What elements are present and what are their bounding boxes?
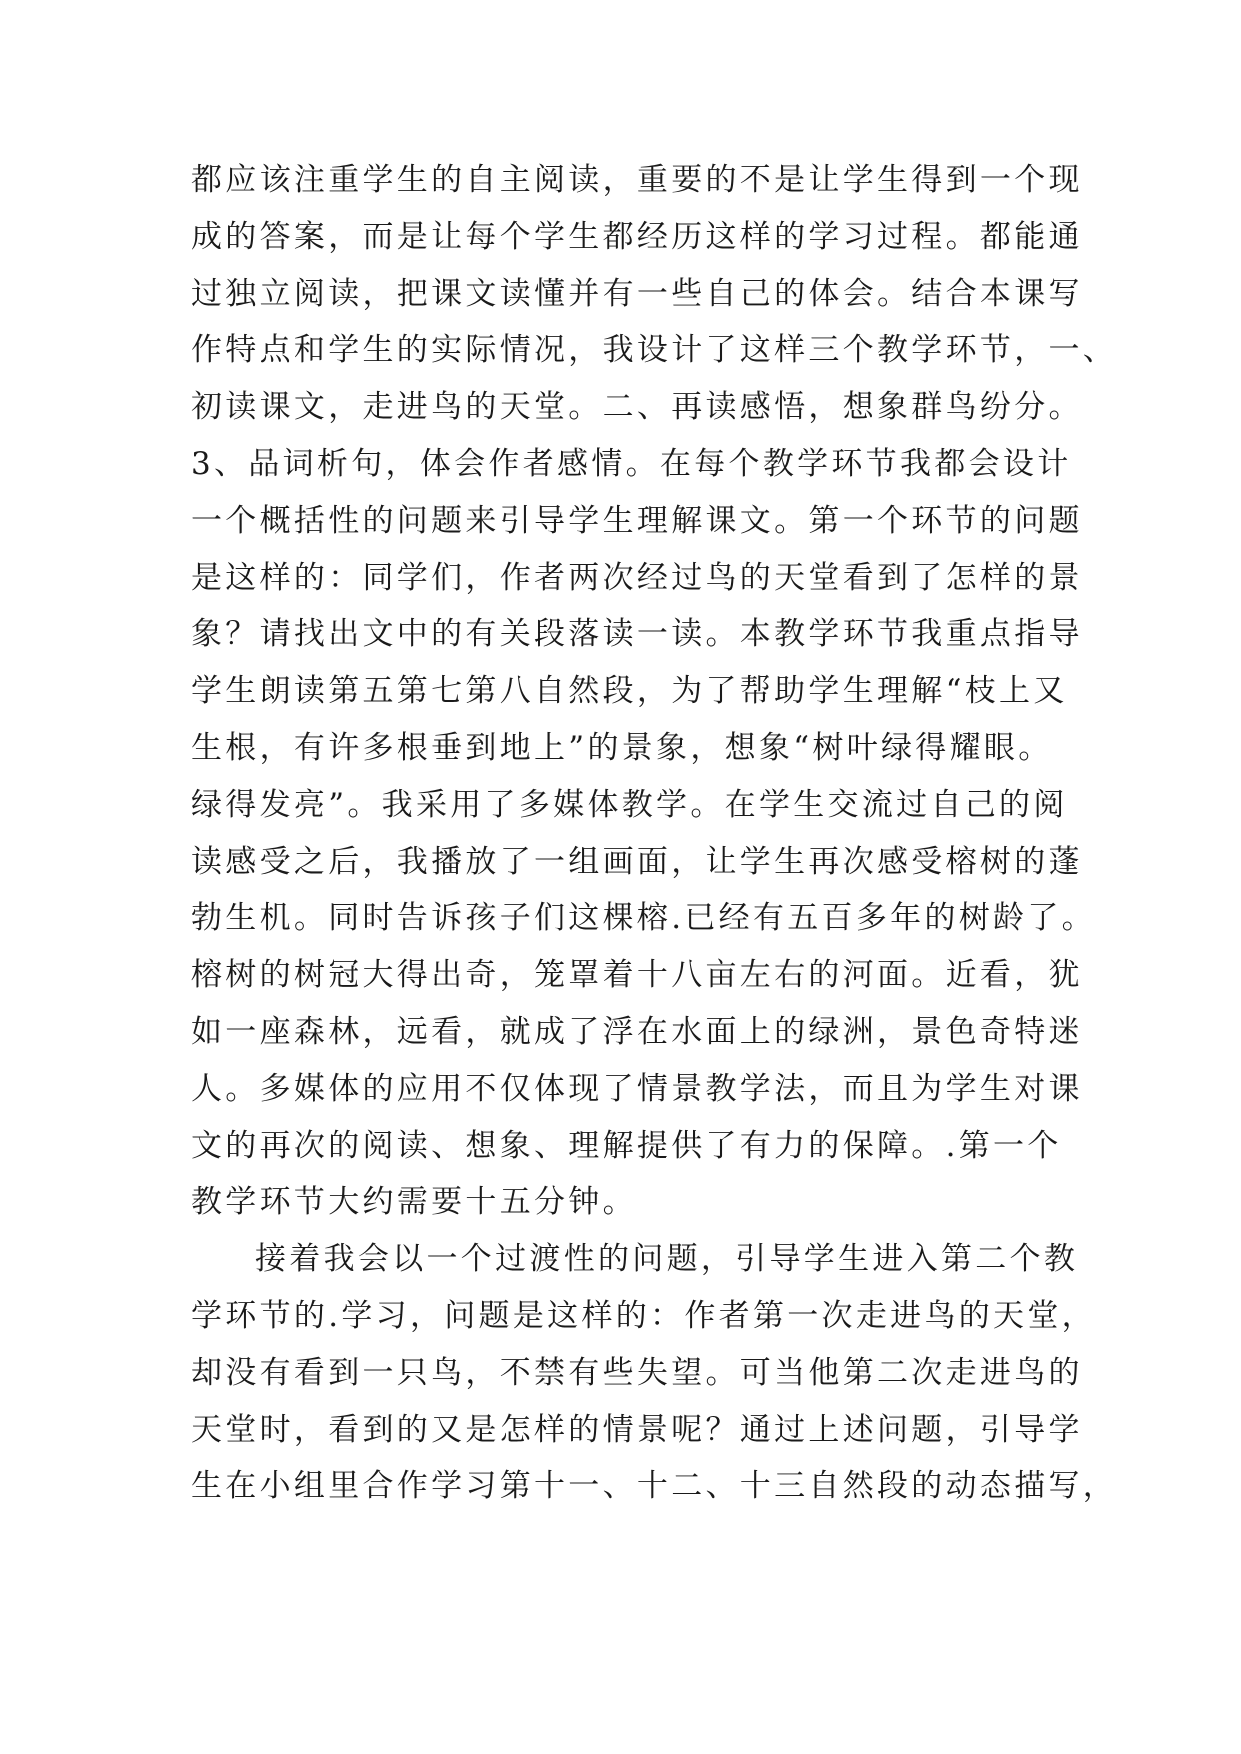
text-line: 学生朗读第五第七第八自然段，为了帮助学生理解“枝上又 [191, 673, 1068, 710]
text-line: 一个概括性的问题来引导学生理解课文。第一个环节的问题 [191, 502, 1083, 539]
paragraph-2 [191, 1231, 1118, 1515]
text-line: 读感受之后，我播放了一组画面，让学生再次感受榕树的蓬 [191, 843, 1083, 880]
text-line: 教学环节大约需要十五分钟。 [191, 1184, 637, 1221]
text-line: 初读课文，走进鸟的天堂。二、再读感悟，想象群鸟纷分。 [191, 389, 1083, 426]
text-line: 象？请找出文中的有关段落读一读。本教学环节我重点指导 [191, 616, 1083, 653]
text-line: 接着我会以一个过渡性的问题，引导学生进入第二个教 [255, 1241, 1079, 1278]
text-line: 却没有看到一只鸟，不禁有些失望。可当他第二次走进鸟的 [191, 1354, 1083, 1391]
text-line: 文的再次的阅读、想象、理解提供了有力的保障。.第一个 [191, 1127, 1062, 1164]
text-line: 3、品词析句，体会作者感情。在每个教学环节我都会设计 [191, 445, 1072, 482]
text-line: 生在小组里合作学习第十一、十二、十三自然段的动态描写， [191, 1468, 1118, 1505]
text-line: 生根，有许多根垂到地上”的景象，想象“树叶绿得耀眼。 [191, 729, 1053, 766]
text-line: 如一座森林，远看，就成了浮在水面上的绿洲，景色奇特迷 [191, 1013, 1083, 1050]
text-line: 作特点和学生的实际情况，我设计了这样三个教学环节，一、 [191, 332, 1118, 369]
text-line: 天堂时，看到的又是怎样的情景呢？通过上述问题，引导学 [191, 1411, 1083, 1448]
text-line: 成的答案，而是让每个学生都经历这样的学习过程。都能通 [191, 218, 1083, 255]
text-line: 人。多媒体的应用不仅体现了情景教学法，而且为学生对课 [191, 1070, 1083, 1107]
text-line: 榕树的树冠大得出奇，笼罩着十八亩左右的河面。近看，犹 [191, 957, 1083, 994]
text-line: 绿得发亮”。我采用了多媒体教学。在学生交流过自己的阅 [191, 786, 1068, 823]
text-line: 都应该注重学生的自主阅读，重要的不是让学生得到一个现 [191, 162, 1083, 198]
paragraph-1 [191, 152, 1118, 1231]
text-line: 学环节的.学习，问题是这样的：作者第一次走进鸟的天堂， [191, 1297, 1096, 1334]
text-line: 勃生机。同时告诉孩子们这棵榕.已经有五百多年的树龄了。 [191, 900, 1096, 937]
text-line: 过独立阅读，把课文读懂并有一些自己的体会。结合本课写 [191, 275, 1083, 312]
text-line: 是这样的：同学们，作者两次经过鸟的天堂看到了怎样的景 [191, 559, 1083, 596]
body-text [191, 152, 1118, 1515]
